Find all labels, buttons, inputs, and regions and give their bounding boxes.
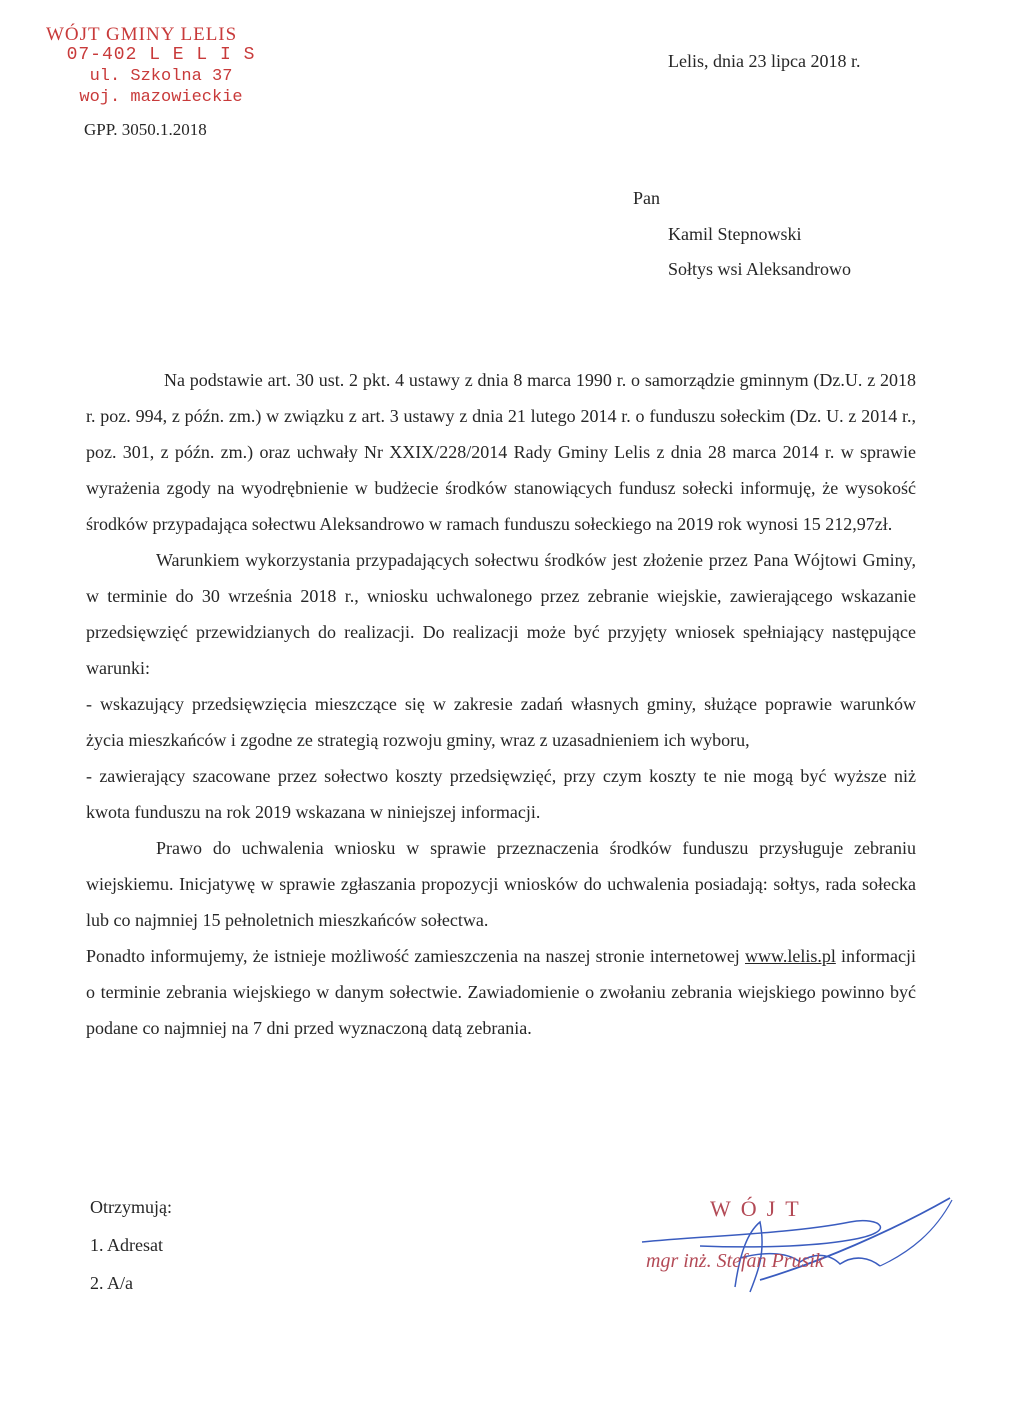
website-link[interactable]: www.lelis.pl xyxy=(745,946,836,966)
recipients-list xyxy=(90,1188,172,1302)
signature-block xyxy=(640,1192,970,1302)
stamp-line-office: WÓJT GMINY LELIS xyxy=(46,24,238,45)
paragraph-legal-basis: Na podstawie art. 30 ust. 2 pkt. 4 ustawy z dnia 8 marca 1990 r. o samorządzie gminnym (Dz.U. z 2018 r. poz. 994, z późn. zm.) w związku z art. 3 ustawy z dnia 21 lutego 2014 r. o funduszu sołeckim (Dz. U. z 2014 r., poz. 301, z późn. zm.) oraz uchwały Nr XXIX/228/2014 Rady Gminy Lelis z dnia 28 marca 2014 r. w sprawie wyrażenia zgody na wyodrębnienie w budżecie środków stanowiących fundusz sołecki informuję, że wysokość środków przypadająca sołectwu Aleksandrowo w ramach funduszu sołeckiego na 2019 rok wynosi 15 212,97zł. xyxy=(86,370,916,534)
stamp-line-province: woj. mazowieckie xyxy=(79,88,243,107)
paragraph-rights: Prawo do uchwalenia wniosku w sprawie przeznaczenia środków funduszu przysługuje zebraniu wiejskiemu. Inicjatywę w sprawie zgłaszania propozycji wniosków do uchwalenia posiadają: sołtys, rada sołecka lub co najmniej 15 pełnoletnich mieszkańców sołectwa. xyxy=(86,838,916,930)
recipients-label: Otrzymują: xyxy=(90,1197,172,1217)
website-text-after: informacji o terminie zebrania wiejskiego w danym sołectwie. Zawiadomienie o zwołaniu zebrania wiejskiego powinno być podane co najmniej na 7 dni przed wyznaczoną datą zebrania. xyxy=(86,946,916,1038)
signature-title: WÓJT xyxy=(710,1196,809,1221)
paragraph-conditions: Warunkiem wykorzystania przypadających sołectwu środków jest złożenie przez Pana Wójtowi Gminy, w terminie do 30 września 2018 r., wniosku uchwalonego przez zebranie wiejskie, zawierającego wskazanie przedsięwzięć przewidzianych do realizacji. Do realizacji może być przyjęty wniosek spełniający następujące warunki: xyxy=(86,550,916,678)
condition-item-2: - zawierający szacowane przez sołectwo koszty przedsięwzięć, przy czym koszty te nie mogą być wyższe niż kwota funduszu na rok 2019 wskazana w niniejszej informacji. xyxy=(86,766,916,822)
stamp-line-street: ul. Szkolna 37 xyxy=(89,67,233,86)
letter-body xyxy=(86,362,916,1046)
stamp-line-postcode: 07-402 L E L I S xyxy=(66,45,256,65)
website-text-before: Ponadto informujemy, że istnieje możliwość zamieszczenia na naszej stronie internetowej xyxy=(86,946,745,966)
letter-date: Lelis, dnia 23 lipca 2018 r. xyxy=(668,51,861,71)
paragraph-website xyxy=(86,938,916,1046)
reference-number: GPP. 3050.1.2018 xyxy=(84,120,207,139)
recipient-item: 2. A/a xyxy=(90,1273,133,1293)
recipient-item: 1. Adresat xyxy=(90,1235,163,1255)
signature-name: mgr inż. Stefan Prusik xyxy=(646,1250,824,1272)
addressee-role: Sołtys wsi Aleksandrowo xyxy=(668,259,852,279)
condition-item-1: - wskazujący przedsięwzięcia mieszczące się w zakresie zadań własnych gminy, służące poprawie warunków życia mieszkańców i zgodne ze strategią rozwoju gminy, wraz z uzasadnieniem ich wyboru, xyxy=(86,694,916,750)
office-stamp xyxy=(46,24,276,108)
addressee-salutation: Pan xyxy=(633,188,660,208)
addressee-name: Kamil Stepnowski xyxy=(668,224,802,244)
